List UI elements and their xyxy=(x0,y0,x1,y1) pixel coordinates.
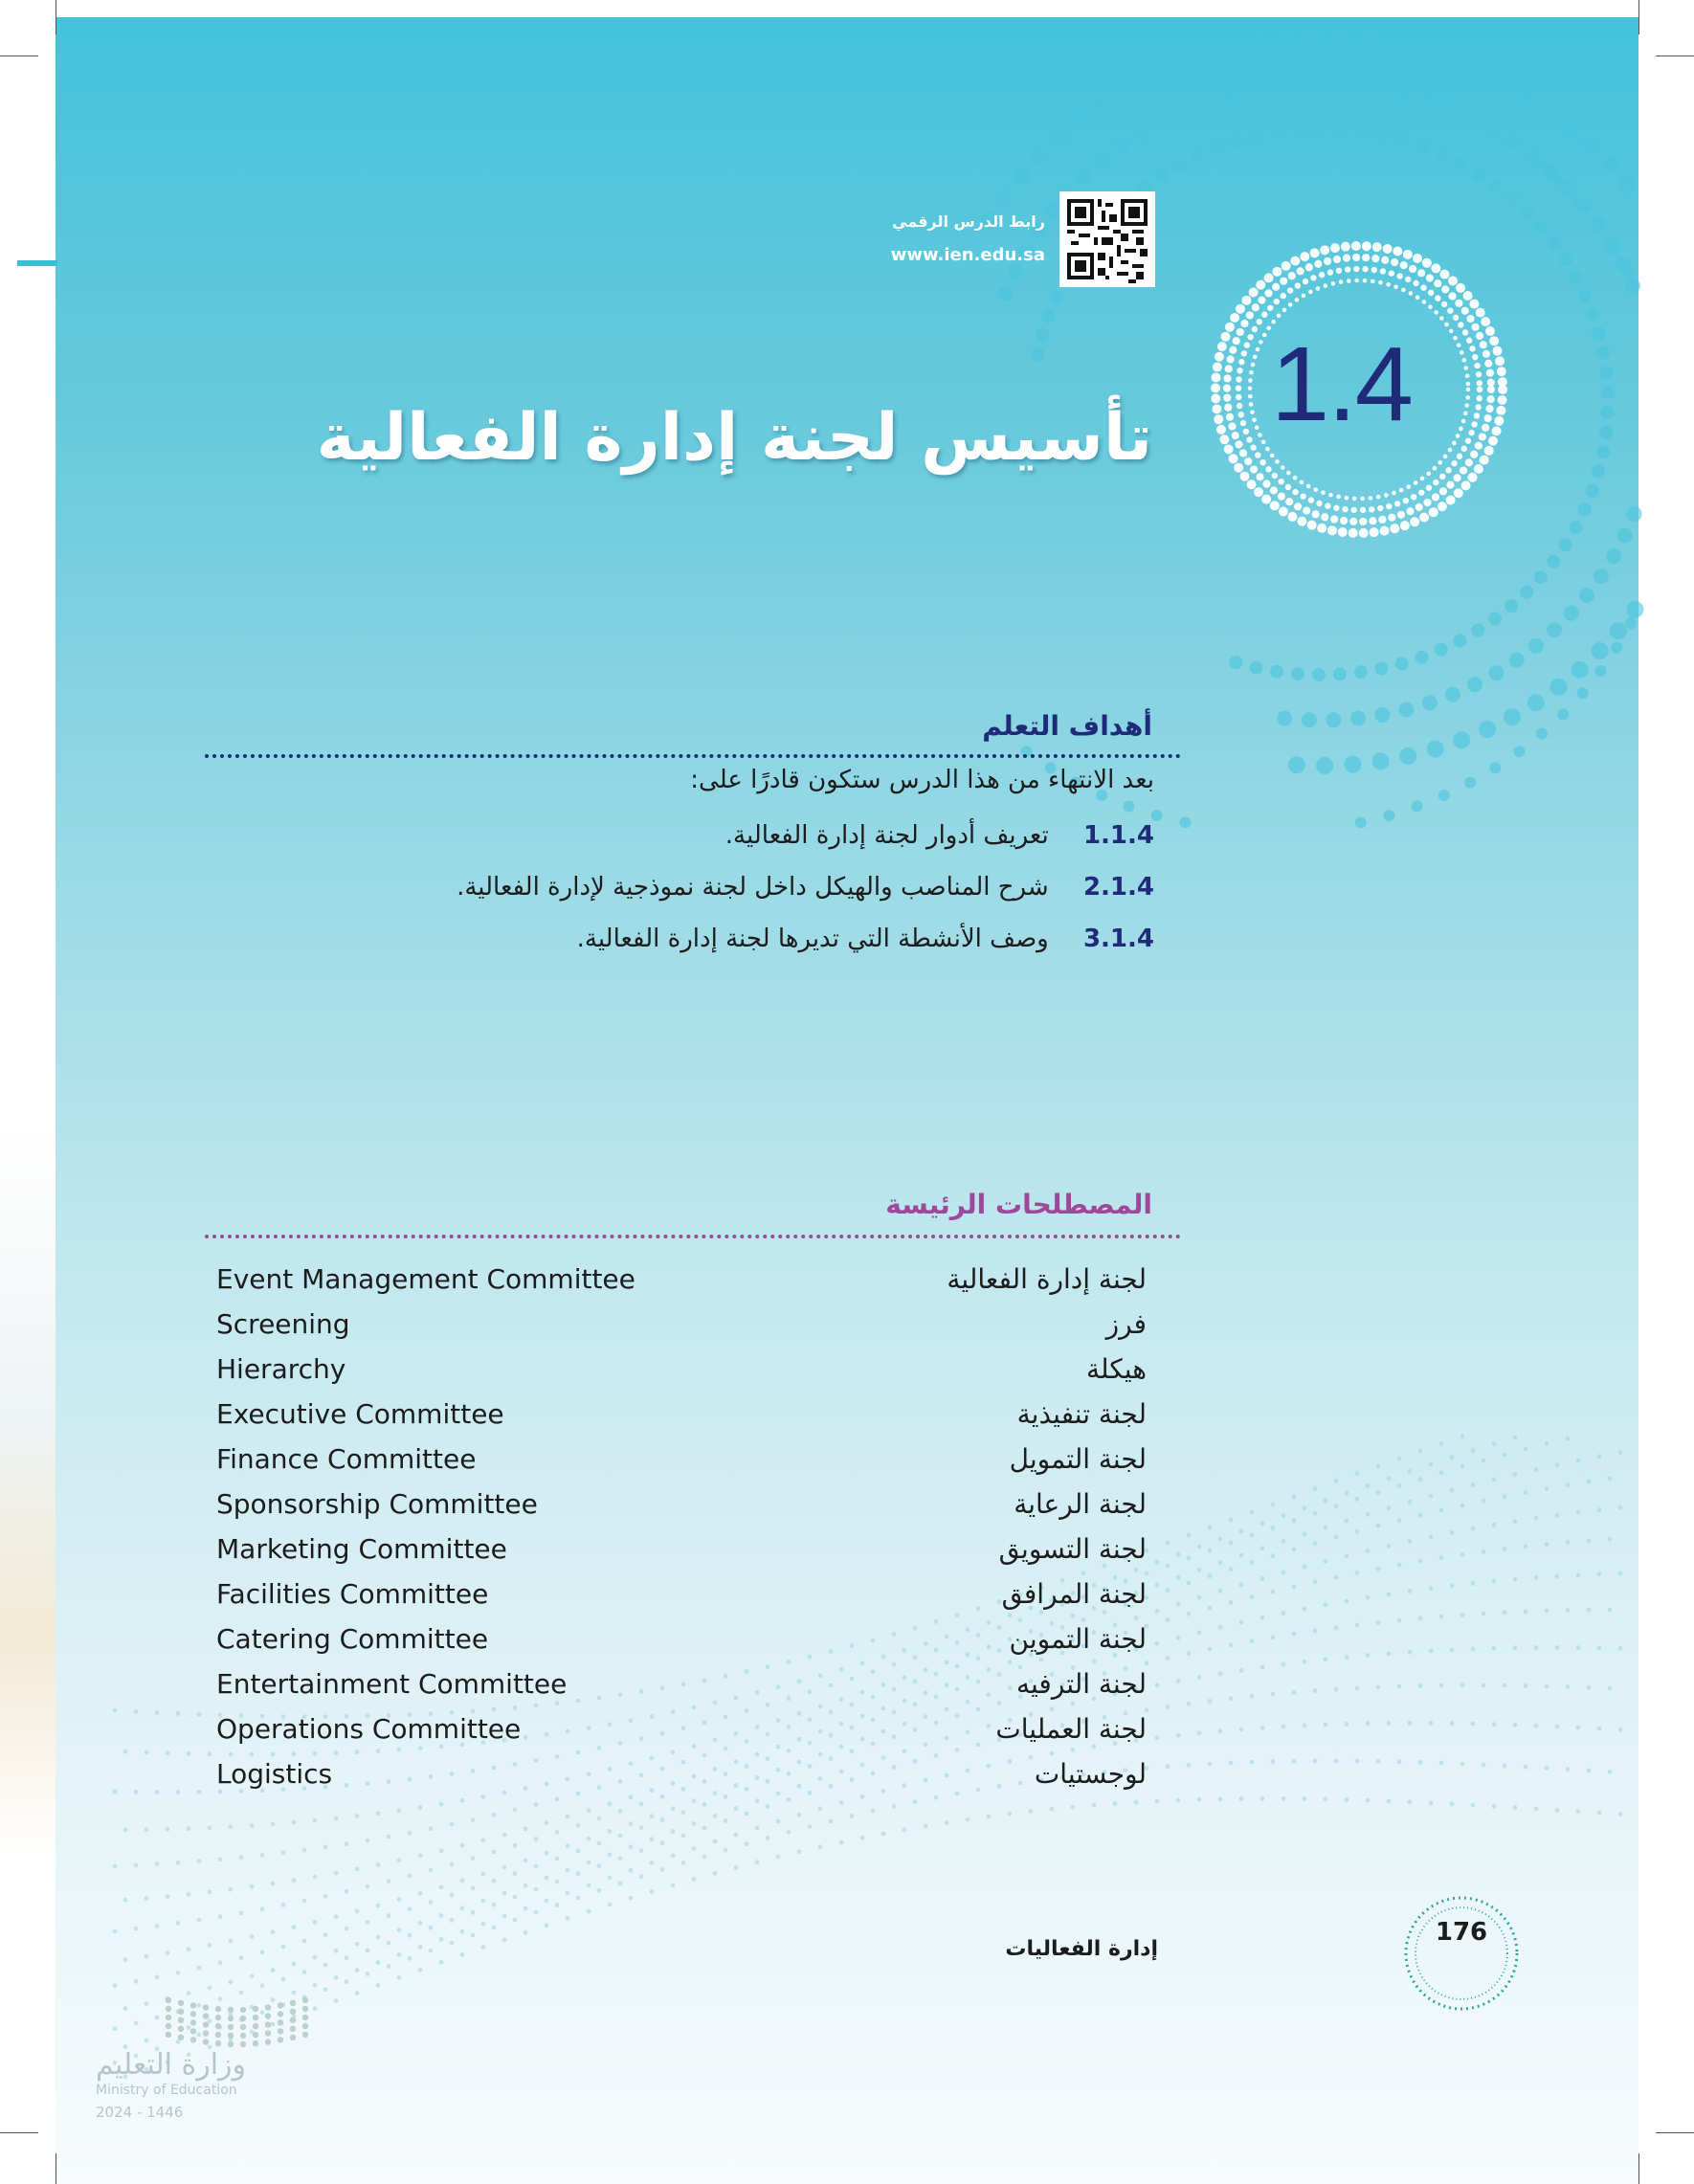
objective-number: 2.1.4 xyxy=(1082,873,1154,902)
qr-code[interactable] xyxy=(1059,191,1155,287)
objective-item xyxy=(457,873,1154,902)
lesson-number: 1.4 xyxy=(1271,325,1412,443)
term-arabic: لوجستيات xyxy=(1034,1758,1147,1790)
term-arabic: لجنة الترفيه xyxy=(1015,1668,1147,1700)
objective-number: 1.1.4 xyxy=(1082,821,1154,850)
objectives-heading: أهداف التعلم xyxy=(982,710,1152,742)
term-arabic: فرز xyxy=(1105,1308,1147,1340)
objective-item xyxy=(577,925,1154,953)
objective-text: تعريف أدوار لجنة إدارة الفعالية. xyxy=(724,821,1049,850)
dotted-divider xyxy=(205,754,1181,758)
term-arabic: لجنة التموين xyxy=(1009,1623,1147,1655)
term-arabic: لجنة التسويق xyxy=(998,1533,1147,1565)
page-number: 176 xyxy=(1435,1918,1488,1947)
key-terms-heading: المصطلحات الرئيسة xyxy=(885,1189,1152,1220)
term-arabic: هيكلة xyxy=(1086,1353,1147,1385)
book-title: إدارة الفعاليات xyxy=(1005,1937,1158,1961)
term-english: Marketing Committee xyxy=(216,1533,507,1565)
objective-text: شرح المناصب والهيكل داخل لجنة نموذجية لإدارة الفعالية. xyxy=(457,873,1049,902)
term-english: Event Management Committee xyxy=(216,1263,635,1295)
ministry-logo-english: Ministry of Education xyxy=(96,2083,237,2098)
qr-caption: رابط الدرس الرقمي xyxy=(892,212,1045,231)
term-english: Catering Committee xyxy=(216,1623,489,1655)
term-english: Hierarchy xyxy=(216,1353,346,1385)
objective-item xyxy=(725,821,1154,850)
term-arabic: لجنة المرافق xyxy=(1001,1578,1147,1610)
lesson-title: تأسيس لجنة إدارة الفعالية xyxy=(316,400,1152,476)
term-english: Facilities Committee xyxy=(216,1578,489,1610)
term-english: Executive Committee xyxy=(216,1398,504,1430)
dotted-divider xyxy=(205,1235,1181,1238)
term-english: Screening xyxy=(216,1308,350,1340)
objectives-intro: بعد الانتهاء من هذا الدرس ستكون قادرًا على: xyxy=(690,766,1154,794)
term-arabic: لجنة الرعاية xyxy=(1014,1488,1147,1520)
term-arabic: لجنة تنفيذية xyxy=(1016,1398,1147,1430)
term-english: Logistics xyxy=(216,1758,333,1790)
term-english: Operations Committee xyxy=(216,1713,522,1745)
term-arabic: لجنة العمليات xyxy=(995,1713,1147,1745)
term-arabic: لجنة التمويل xyxy=(1009,1443,1147,1475)
term-english: Entertainment Committee xyxy=(216,1668,568,1700)
qr-url-link[interactable]: www.ien.edu.sa xyxy=(890,245,1045,265)
objective-text: وصف الأنشطة التي تديرها لجنة إدارة الفعالية. xyxy=(576,925,1049,953)
term-english: Sponsorship Committee xyxy=(216,1488,538,1520)
term-english: Finance Committee xyxy=(216,1443,477,1475)
edition-year: 2024 - 1446 xyxy=(96,2104,184,2121)
objective-number: 3.1.4 xyxy=(1082,925,1154,953)
term-arabic: لجنة إدارة الفعالية xyxy=(947,1263,1147,1295)
ministry-logo-arabic: وزارة التعليم xyxy=(96,2048,247,2082)
